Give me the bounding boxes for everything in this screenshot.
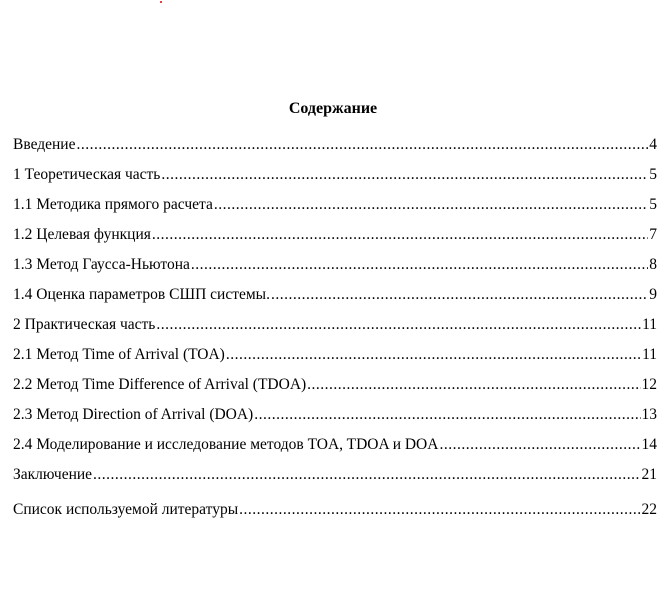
toc-entry-page: 5 [649,196,657,213]
dot-leader [214,190,648,220]
toc-entry-label: Введение [13,136,76,153]
toc-entry [13,340,657,370]
toc-entry [13,220,657,250]
toc-entry-page: 22 [641,501,657,518]
dot-leader [161,160,648,190]
toc-entry-label: 2.2 Метод Time Difference of Arrival (TDOA) [13,376,307,393]
toc-entry-page: 12 [641,376,657,393]
toc-entry [13,370,657,400]
toc-entry [13,280,657,310]
dot-leader [152,220,648,250]
toc-entry-label: Список используемой литературы [13,501,239,518]
toc-entry-page: 13 [641,406,657,423]
dot-leader [239,495,640,525]
dot-leader [156,310,641,340]
toc-entry-page: 5 [649,166,657,183]
dot-leader [254,400,640,430]
table-of-contents [13,130,657,525]
toc-entry [13,400,657,430]
toc-entry [13,250,657,280]
toc-entry-label: 2.1 Метод Time of Arrival (TOA) [13,346,225,363]
toc-entry-label: 1.4 Оценка параметров СШП системы. [13,286,270,303]
toc-entry-label: 1.2 Целевая функция [13,226,151,243]
toc-entry-label: Заключение [13,466,93,483]
toc-entry [13,460,657,490]
toc-entry-label: 2.4 Моделирование и исследование методов TOA, TDOA и DOA [13,436,439,453]
dot-leader [439,430,640,460]
toc-entry-label: 1 Теоретическая часть [13,166,161,183]
toc-entry-page: 7 [649,226,657,243]
toc-entry [13,190,657,220]
dot-leader [191,250,648,280]
toc-entry-label: 1.1 Методика прямого расчета [13,196,213,213]
dot-leader [93,460,640,490]
toc-entry-label: 2 Практическая часть [13,316,156,333]
toc-entry-page: 9 [649,286,657,303]
toc-entry-page: 4 [649,136,657,153]
toc-entry-label: 2.3 Метод Direction of Arrival (DOA) [13,406,254,423]
dot-leader [307,370,640,400]
dot-leader [226,340,641,370]
stray-mark [160,1,162,3]
toc-entry-page: 11 [642,316,657,333]
toc-entry [13,160,657,190]
toc-entry-label: 1.3 Метод Гаусса-Ньютона [13,256,190,273]
toc-entry-page: 11 [642,346,657,363]
toc-title: Содержание [288,100,378,117]
toc-entry-page: 14 [641,436,657,453]
dot-leader [76,130,648,160]
toc-entry-page: 8 [649,256,657,273]
toc-entry [13,495,657,525]
toc-entry [13,130,657,160]
toc-entry [13,310,657,340]
toc-entry-page: 21 [641,466,657,483]
dot-leader [271,280,648,310]
toc-entry [13,430,657,460]
